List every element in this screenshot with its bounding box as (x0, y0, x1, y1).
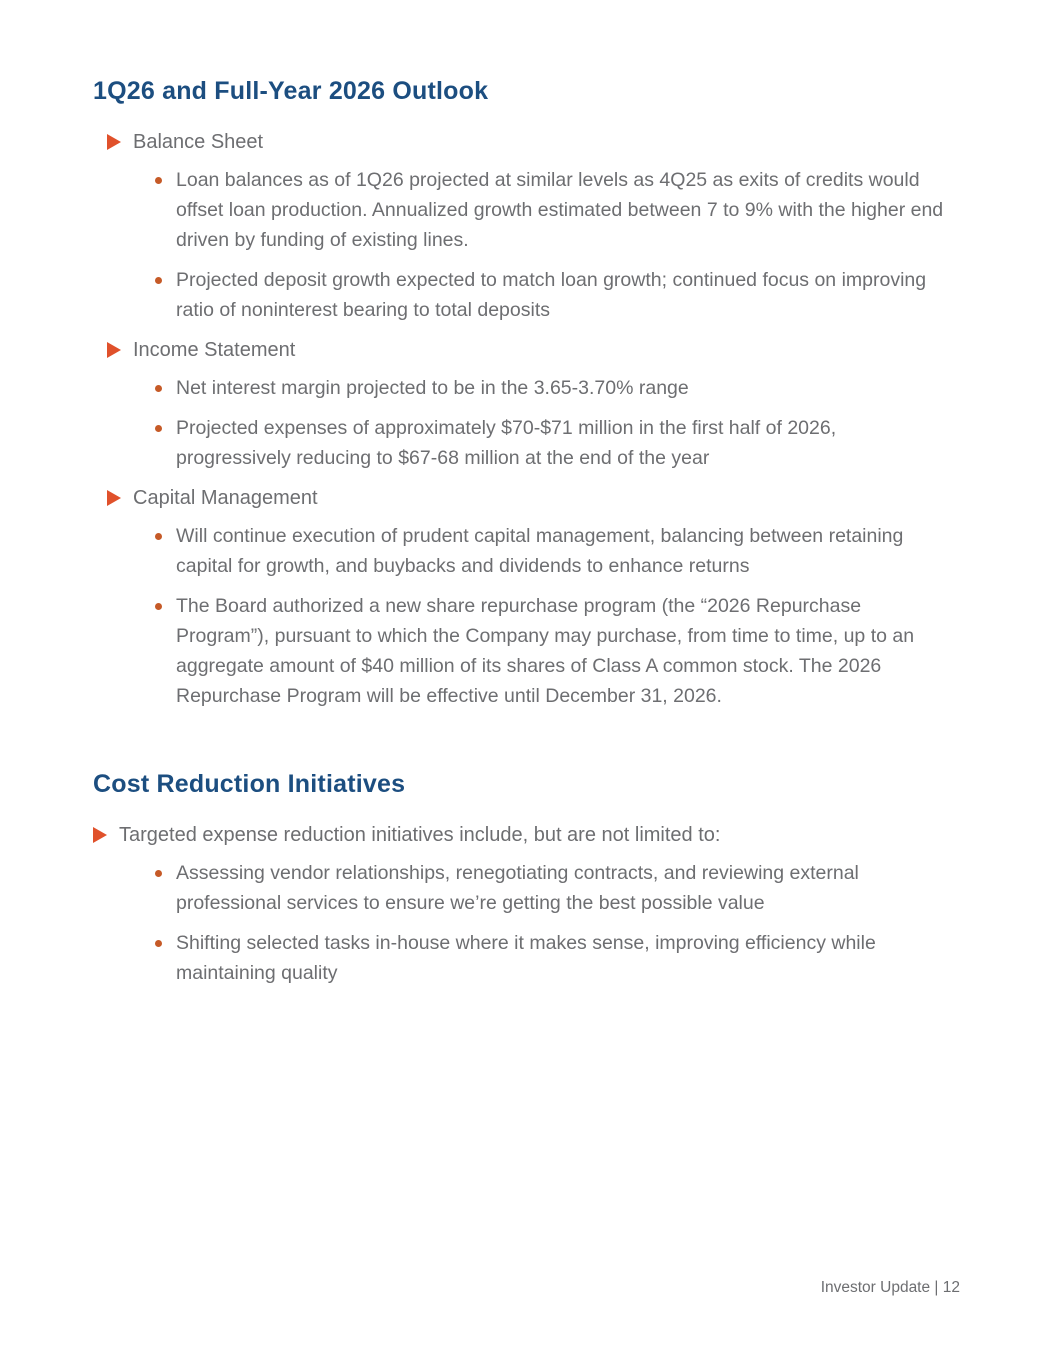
bullet-dot-icon (155, 870, 162, 877)
arrow-bullet-icon (93, 827, 107, 843)
bullet-text: Shifting selected tasks in-house where it makes sense, improving efficiency while maintaining quality (176, 932, 876, 984)
bullet-text: Net interest margin projected to be in the 3.65-3.70% range (176, 377, 689, 399)
list-item (93, 413, 960, 473)
arrow-bullet-icon (107, 342, 121, 358)
list-item (93, 858, 960, 918)
bullet-dot-icon (155, 385, 162, 392)
group-heading-row (93, 820, 960, 850)
group-heading-row (93, 127, 960, 157)
group-label: Balance Sheet (133, 131, 264, 153)
bullet-text: Projected deposit growth expected to match loan growth; continued focus on improving ratio of noninterest bearing to total deposits (176, 269, 927, 321)
bullet-dot-icon (155, 603, 162, 610)
list-item (93, 928, 960, 988)
bullet-dot-icon (155, 177, 162, 184)
bullet-dot-icon (155, 425, 162, 432)
list-item (93, 591, 960, 711)
group-capital-management (93, 483, 960, 711)
group-heading-row (93, 335, 960, 365)
group-heading-row (93, 483, 960, 513)
group-label: Capital Management (133, 487, 318, 509)
group-income-statement (93, 335, 960, 473)
bullet-text: Loan balances as of 1Q26 projected at similar levels as 4Q25 as exits of credits would offset loan production. Annualized growth estimated between 7 to 9% with the higher end driven by funding of existing lines. (176, 169, 944, 251)
arrow-bullet-icon (107, 490, 121, 506)
group-label: Income Statement (133, 339, 296, 361)
page-title: 1Q26 and Full-Year 2026 Outlook (93, 77, 489, 105)
page-footer: Investor Update | 12 (820, 1279, 960, 1296)
section-outlook (93, 76, 960, 711)
list-item (93, 165, 960, 255)
bullet-text: Projected expenses of approximately $70-$71 million in the first half of 2026, progressively reducing to $67-68 million at the end of the year (176, 417, 837, 469)
list-item (93, 373, 960, 403)
bullet-text: The Board authorized a new share repurchase program (the “2026 Repurchase Program”), pursuant to which the Company may purchase, from time to time, up to an aggregate amount of $40 million of its shares of Class A common stock. The 2026 Repurchase Program will be effective until December 31, 2026. (176, 595, 915, 707)
group-targeted-initiatives (93, 820, 960, 988)
bullet-dot-icon (155, 940, 162, 947)
page-title: Cost Reduction Initiatives (93, 770, 406, 798)
group-label: Targeted expense reduction initiatives include, but are not limited to: (119, 824, 721, 846)
section-cost-reduction (93, 769, 960, 988)
list-item (93, 521, 960, 581)
bullet-text: Will continue execution of prudent capital management, balancing between retaining capital for growth, and buybacks and dividends to enhance returns (176, 525, 904, 577)
bullet-dot-icon (155, 277, 162, 284)
arrow-bullet-icon (107, 134, 121, 150)
list-item (93, 265, 960, 325)
bullet-dot-icon (155, 533, 162, 540)
group-balance-sheet (93, 127, 960, 325)
bullet-text: Assessing vendor relationships, renegotiating contracts, and reviewing external professional services to ensure we’re getting the best possible value (176, 862, 859, 914)
